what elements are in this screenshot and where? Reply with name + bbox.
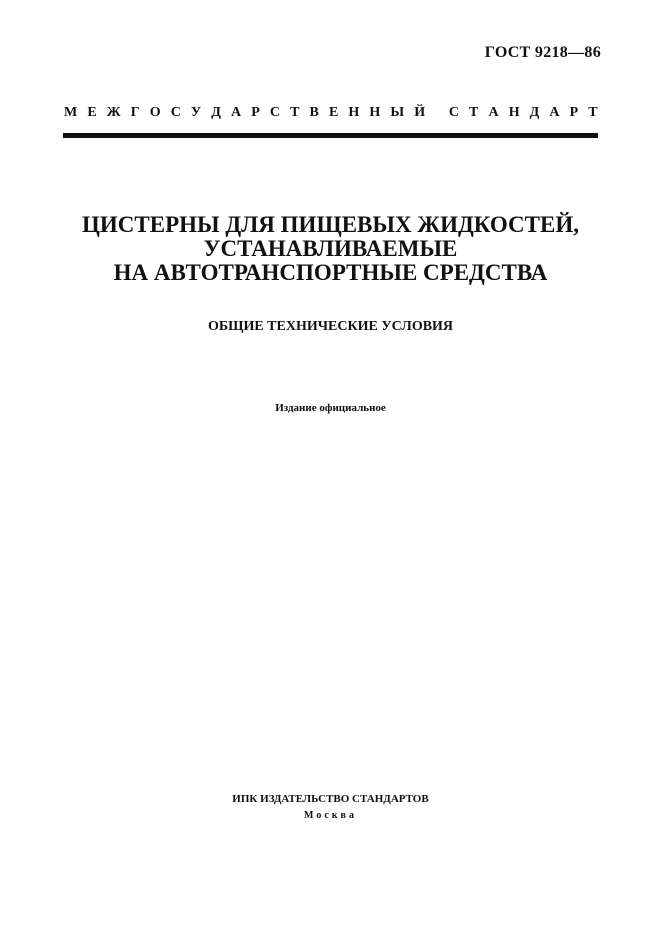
- title-line: УСТАНАВЛИВАЕМЫЕ: [203, 236, 458, 261]
- edition-note: Издание официальное: [275, 402, 386, 414]
- document-subtitle: ОБЩИЕ ТЕХНИЧЕСКИЕ УСЛОВИЯ: [207, 319, 454, 334]
- publisher-name: ИПК ИЗДАТЕЛЬСТВО СТАНДАРТОВ: [232, 793, 429, 805]
- title-line: ЦИСТЕРНЫ ДЛЯ ПИЩЕВЫХ ЖИДКОСТЕЙ,: [82, 212, 579, 237]
- standard-type-heading: М Е Ж Г О С У Д А Р С Т В Е Н Н Ы Й С Т А Н Д А Р Т: [64, 105, 598, 120]
- title-line: НА АВТОТРАНСПОРТНЫЕ СРЕДСТВА: [113, 260, 548, 285]
- document-code: ГОСТ 9218—86: [484, 44, 601, 61]
- publisher-city: Москва: [304, 810, 357, 821]
- header-divider: [63, 133, 598, 138]
- document-title: [30, 213, 631, 285]
